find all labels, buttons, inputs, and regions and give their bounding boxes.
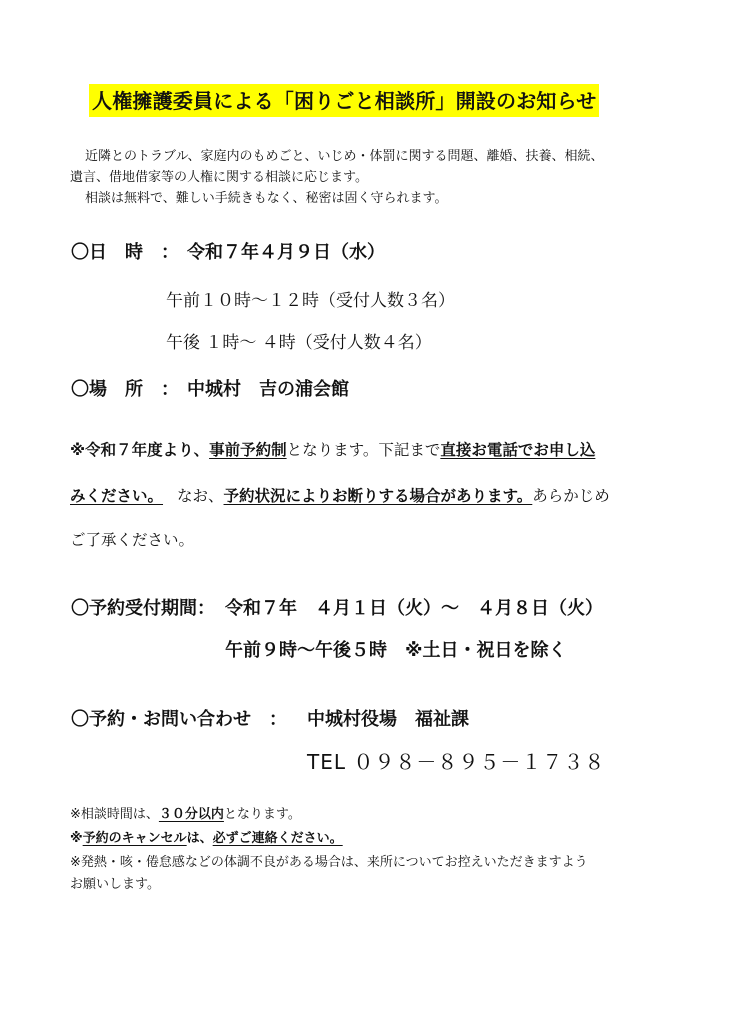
notice-emphasis-2: 直接お電話でお申し込 (440, 441, 596, 459)
intro-line-3: 相談は無料で、難しい手続きもなく、秘密は固く守られます。 (85, 191, 448, 206)
page-title: 人権擁護委員による「困りごと相談所」開設のお知らせ (89, 84, 599, 117)
footnote-3-line-2: お願いします。 (70, 877, 160, 892)
contact-phone: TEL ０９８－８９５－１７３８ (307, 750, 606, 774)
date-value: 令和７年４月９日（水） (187, 242, 385, 263)
date-label: 〇日 時 ： (71, 242, 179, 263)
notice-line-3: ご了承ください。 (70, 531, 195, 549)
notice-text-2: となります。下記まで (286, 441, 441, 459)
place-label: 〇場 所 ： (71, 379, 179, 400)
footnote-1-text-a: ※相談時間は、 (70, 807, 159, 822)
notice-text-4: なお、 (177, 487, 224, 505)
footnote-2-text-a: ※ (70, 831, 83, 846)
notice-emphasis-1: 事前予約制 (209, 441, 287, 459)
intro-line-1: 近隣とのトラブル、家庭内のもめごと、いじめ・体罰に関する問題、離婚、扶養、相続、 (85, 149, 604, 164)
notice-emphasis-4: 予約状況によりお断りする場合があります。 (223, 487, 533, 505)
footnote-3-line-1: ※発熱・咳・倦怠感などの体調不良がある場合は、来所についてお控えいただきますよう (70, 855, 588, 870)
footnote-2-emphasis-1: 予約のキャンセル (82, 831, 187, 846)
contact-value: 中城村役場 福祉課 (307, 709, 469, 730)
contact-label: 〇予約・お問い合わせ ： (71, 709, 287, 730)
notice-line-2 (70, 484, 610, 506)
intro-line-2: 遺言、借地借家等の人権に関する相談に応じます。 (70, 170, 368, 185)
footnote-2-text-b: は、 (186, 831, 213, 846)
place-value: 中城村 吉の浦会館 (187, 379, 349, 400)
time-pm: 午後 １時～ ４時（受付人数４名） (166, 333, 432, 353)
footnote-2-emphasis-2: 必ずご連絡ください。 (212, 831, 343, 846)
reservation-label: 〇予約受付期間： (71, 598, 215, 619)
reservation-hours: 午前９時～午後５時 ※土日・祝日を除く (225, 640, 567, 661)
notice-text-1: ※令和７年度より、 (70, 441, 210, 459)
notice-line-1 (70, 438, 595, 460)
footnote-2 (70, 827, 343, 846)
reservation-period: 令和７年 ４月１日（火）～ ４月８日（火） (225, 598, 603, 619)
notice-text-5: あらかじめ (532, 487, 610, 505)
footnote-1-emphasis: ３０分以内 (158, 807, 224, 822)
time-am: 午前１０時～１２時（受付人数３名） (166, 291, 455, 311)
notice-emphasis-3: みください。 (70, 487, 164, 505)
footnote-1 (70, 803, 301, 822)
footnote-1-text-b: となります。 (223, 807, 301, 822)
